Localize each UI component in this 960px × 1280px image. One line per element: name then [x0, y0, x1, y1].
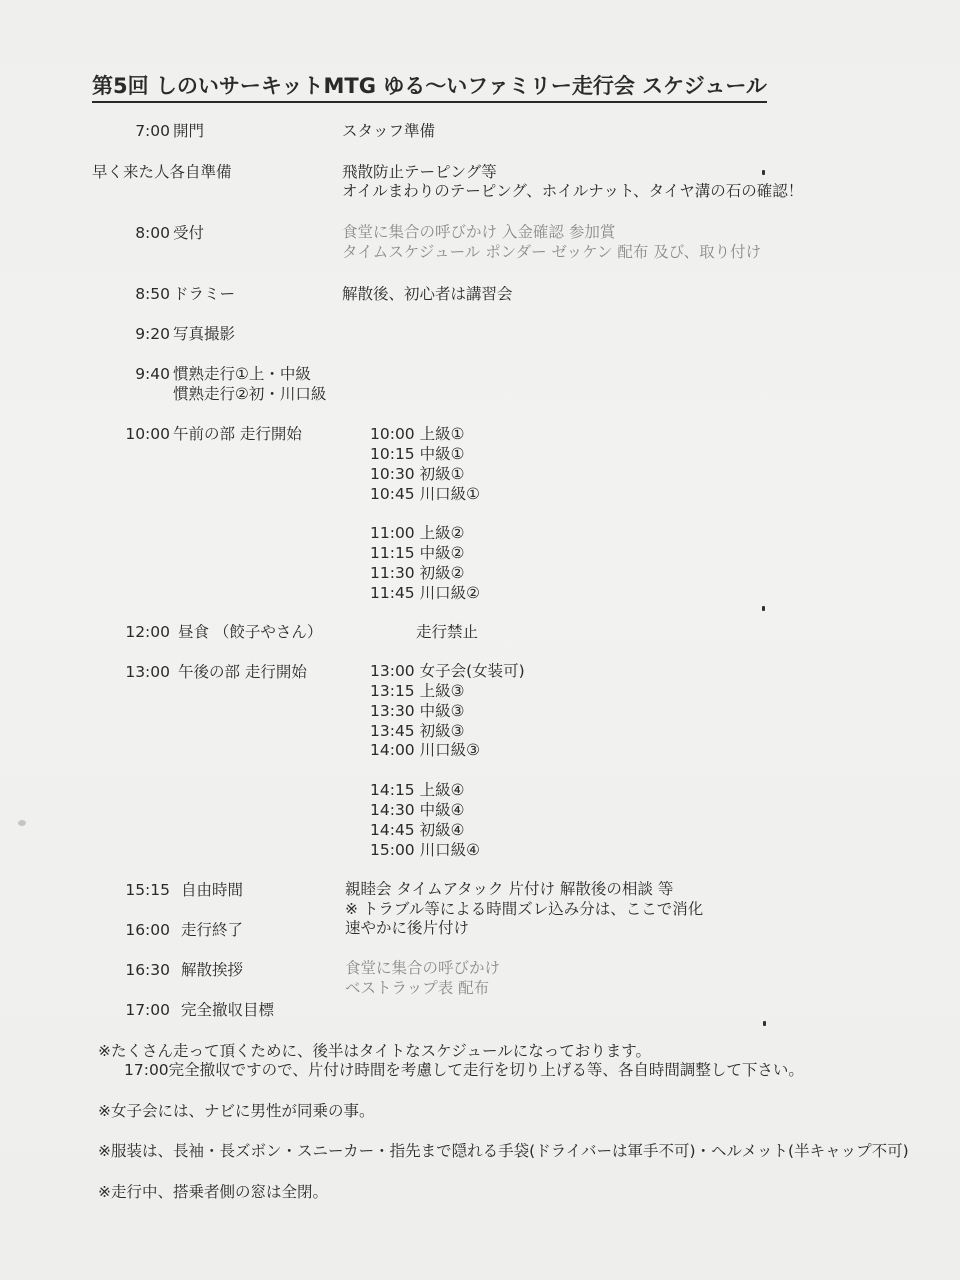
pm-slot: 14:15 上級④ — [370, 781, 465, 799]
time-0940: 9:40 — [135, 365, 170, 383]
note-free-time-2: ※ トラブル等による時間ズレ込み分は、ここで消化 — [345, 900, 704, 918]
am-slot: 10:45 川口級① — [370, 485, 480, 503]
pm-slot: 13:45 初級③ — [370, 722, 465, 740]
pm-slot: 14:00 川口級③ — [370, 741, 480, 759]
time-0920: 9:20 — [135, 325, 170, 343]
paper-speck — [762, 170, 765, 175]
paper-speck — [762, 606, 765, 611]
pm-slot: 14:30 中級④ — [370, 801, 465, 819]
event-reception: 受付 — [173, 224, 205, 242]
time-1630: 16:30 — [125, 961, 170, 979]
note-free-time-1: 親睦会 タイムアタック 片付け 解散後の相談 等 — [345, 880, 674, 898]
footnote-time-adjust: 17:00完全撤収ですので、片付け時間を考慮して走行を切り上げる等、各自時間調整して下さい。 — [124, 1061, 804, 1079]
time-0850: 8:50 — [135, 285, 170, 303]
footnote-girls-session: ※女子会には、ナビに男性が同乗の事。 — [98, 1102, 375, 1120]
pm-slot: 13:30 中級③ — [370, 702, 465, 720]
footnote-windows: ※走行中、搭乗者側の窓は全閉。 — [98, 1183, 328, 1201]
event-photo: 写真撮影 — [173, 325, 236, 343]
note-beginner-lecture: 解散後、初心者は講習会 — [342, 285, 513, 303]
event-warmup-2: 慣熟走行②初・川口級 — [173, 385, 327, 403]
pm-slot: 14:45 初級④ — [370, 821, 465, 839]
paper-smudge — [18, 820, 26, 826]
note-reception-2: タイムスケジュール ポンダー ゼッケン 配布 及び、取り付け — [342, 243, 762, 261]
time-0700: 7:00 — [135, 122, 170, 140]
pm-slot: 13:15 上級③ — [370, 682, 465, 700]
event-morning-session: 午前の部 走行開始 — [173, 425, 302, 443]
note-closing-1: 食堂に集合の呼びかけ — [345, 959, 501, 977]
document-title: 第5回 しのいサーキットMTG ゆる～いファミリー走行会 スケジュール — [92, 70, 767, 103]
time-1600: 16:00 — [125, 921, 170, 939]
am-slot: 11:30 初級② — [370, 564, 465, 582]
am-slot: 10:30 初級① — [370, 465, 465, 483]
footnote-dress-code: ※服装は、長袖・長ズボン・スニーカー・指先まで隠れる手袋(ドライバーは軍手不可)・ヘルメット(半キャップ不可) — [98, 1142, 909, 1160]
note-free-time-3: 速やかに後片付け — [345, 919, 470, 937]
event-full-withdrawal: 完全撤収目標 — [181, 1001, 275, 1019]
pm-slot: 15:00 川口級④ — [370, 841, 480, 859]
time-1515: 15:15 — [125, 881, 170, 899]
am-slot: 11:45 川口級② — [370, 584, 480, 602]
event-open-gate: 開門 — [173, 122, 205, 140]
note-no-driving: 走行禁止 — [416, 623, 479, 641]
am-slot: 10:15 中級① — [370, 445, 465, 463]
time-1300: 13:00 — [125, 663, 170, 681]
event-warmup-1: 慣熟走行①上・中級 — [173, 365, 311, 383]
time-0800: 8:00 — [135, 224, 170, 242]
note-staff-prep: スタッフ準備 — [342, 122, 436, 140]
footnote-tight-schedule: ※たくさん走って頂くために、後半はタイトなスケジュールになっております。 — [98, 1042, 652, 1060]
event-free-time: 自由時間 — [181, 881, 244, 899]
am-slot: 10:00 上級① — [370, 425, 465, 443]
paper-speck — [763, 1021, 766, 1026]
event-drivers-meeting: ドラミー — [173, 285, 236, 303]
note-checks: オイルまわりのテーピング、ホイルナット、タイヤ溝の石の確認！ — [342, 182, 804, 200]
event-closing: 解散挨拶 — [181, 961, 244, 979]
event-lunch: 昼食 （餃子やさん） — [178, 623, 323, 641]
time-1000: 10:00 — [125, 425, 170, 443]
am-slot: 11:00 上級② — [370, 524, 465, 542]
note-closing-2: ベストラップ表 配布 — [345, 979, 490, 997]
am-slot: 11:15 中級② — [370, 544, 465, 562]
event-early-prep: 早く来た人各自準備 — [92, 163, 232, 181]
event-afternoon-session: 午後の部 走行開始 — [178, 663, 307, 681]
note-reception-1: 食堂に集合の呼びかけ 入金確認 参加賞 — [342, 223, 616, 241]
pm-slot: 13:00 女子会(女装可) — [370, 662, 525, 680]
event-end-driving: 走行終了 — [181, 921, 244, 939]
note-taping: 飛散防止テーピング等 — [342, 163, 497, 181]
time-1200: 12:00 — [125, 623, 170, 641]
time-1700: 17:00 — [125, 1001, 170, 1019]
